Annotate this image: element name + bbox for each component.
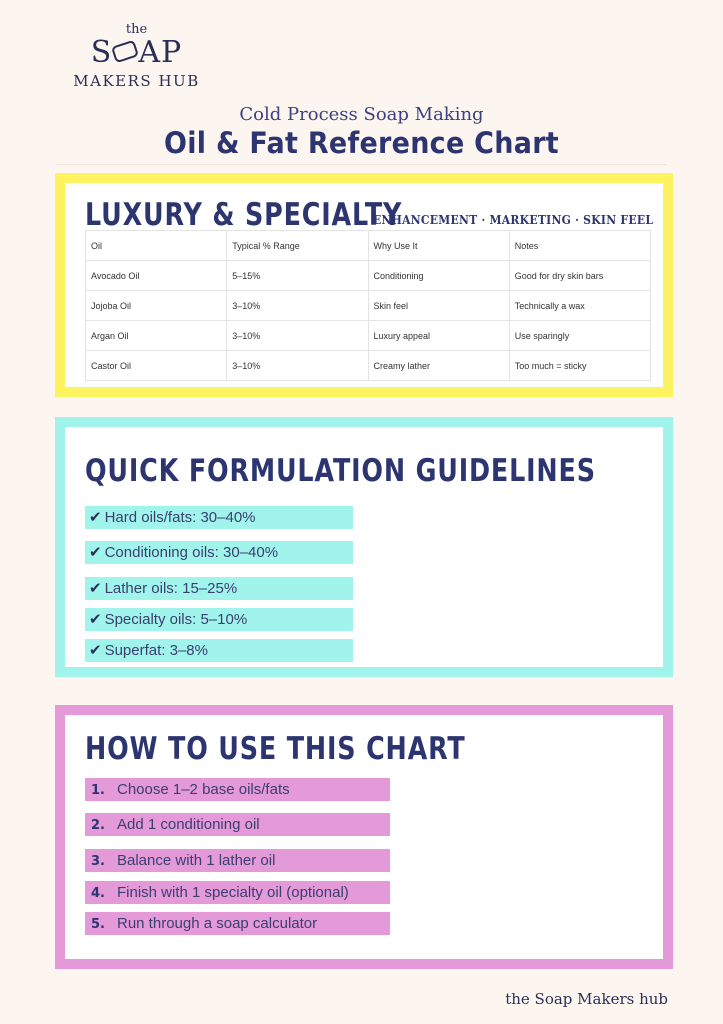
step-number: 5. <box>91 917 105 932</box>
table-cell: Conditioning <box>368 261 509 291</box>
step-item <box>85 778 390 801</box>
table-header-cell: Notes <box>509 231 650 261</box>
table-row <box>86 351 651 381</box>
table-row <box>86 291 651 321</box>
page-title: Oil & Fat Reference Chart <box>164 126 559 160</box>
step-item <box>85 881 390 904</box>
checkmark-icon: ✔ <box>89 509 102 526</box>
step-text: Add 1 conditioning oil <box>117 816 260 833</box>
guideline-text: Superfat: 3–8% <box>104 642 208 659</box>
logo-the-text: the <box>125 22 148 37</box>
soap-bar-icon <box>111 40 139 64</box>
table-row <box>86 321 651 351</box>
checkmark-icon: ✔ <box>89 611 102 628</box>
step-number: 4. <box>91 886 105 901</box>
oil-table <box>85 230 651 381</box>
how-to-use-section <box>55 705 673 969</box>
guideline-text: Specialty oils: 5–10% <box>104 611 248 628</box>
table-cell: Castor Oil <box>86 351 227 381</box>
table-cell: Good for dry skin bars <box>509 261 650 291</box>
checkmark-icon: ✔ <box>89 642 102 659</box>
table-cell: Creamy lather <box>368 351 509 381</box>
table-header-cell: Typical % Range <box>227 231 368 261</box>
table-cell: Technically a wax <box>509 291 650 321</box>
step-number: 1. <box>91 783 105 798</box>
luxury-heading: LUXURY & SPECIALTY <box>85 197 403 233</box>
guidelines-heading: QUICK FORMULATION GUIDELINES <box>85 453 596 489</box>
table-cell: Avocado Oil <box>86 261 227 291</box>
table-header-row <box>86 231 651 261</box>
table-cell: 3–10% <box>227 291 368 321</box>
step-text: Finish with 1 specialty oil (optional) <box>117 884 349 901</box>
step-text: Choose 1–2 base oils/fats <box>117 781 290 798</box>
brand-logo <box>64 22 209 94</box>
logo-soap-left: S <box>90 35 113 70</box>
table-row <box>86 261 651 291</box>
luxury-tagline: ENHANCEMENT · MARKETING · SKIN FEEL <box>373 213 654 227</box>
guideline-item <box>85 608 353 631</box>
checkmark-icon: ✔ <box>89 580 102 597</box>
table-cell: 5–15% <box>227 261 368 291</box>
guideline-item <box>85 506 353 529</box>
guideline-text: Hard oils/fats: 30–40% <box>104 509 256 526</box>
table-header-cell: Oil <box>86 231 227 261</box>
step-text: Balance with 1 lather oil <box>117 852 276 869</box>
step-text: Run through a soap calculator <box>117 915 318 932</box>
title-divider <box>56 164 667 165</box>
table-cell: Argan Oil <box>86 321 227 351</box>
table-cell: Luxury appeal <box>368 321 509 351</box>
logo-soap-text <box>64 36 209 70</box>
guideline-text: Conditioning oils: 30–40% <box>104 544 279 561</box>
table-cell: 3–10% <box>227 351 368 381</box>
table-cell: Skin feel <box>368 291 509 321</box>
checkmark-icon: ✔ <box>89 544 102 561</box>
page-subtitle: Cold Process Soap Making <box>239 104 484 125</box>
guideline-item <box>85 639 353 662</box>
how-to-heading: HOW TO USE THIS CHART <box>85 731 466 767</box>
step-item <box>85 813 390 836</box>
logo-makers-hub-text: MAKERS HUB <box>73 72 200 90</box>
luxury-specialty-section <box>55 173 673 397</box>
table-cell: Use sparingly <box>509 321 650 351</box>
formulation-guidelines-section <box>55 417 673 677</box>
guideline-item <box>85 577 353 600</box>
guideline-text: Lather oils: 15–25% <box>104 580 238 597</box>
step-number: 3. <box>91 854 105 869</box>
step-item <box>85 912 390 935</box>
guideline-item <box>85 541 353 564</box>
table-cell: Too much = sticky <box>509 351 650 381</box>
footer-brand: the Soap Makers hub <box>505 990 668 1008</box>
table-cell: 3–10% <box>227 321 368 351</box>
logo-soap-right: AP <box>138 35 183 70</box>
step-number: 2. <box>91 818 105 833</box>
table-cell: Jojoba Oil <box>86 291 227 321</box>
step-item <box>85 849 390 872</box>
table-header-cell: Why Use It <box>368 231 509 261</box>
